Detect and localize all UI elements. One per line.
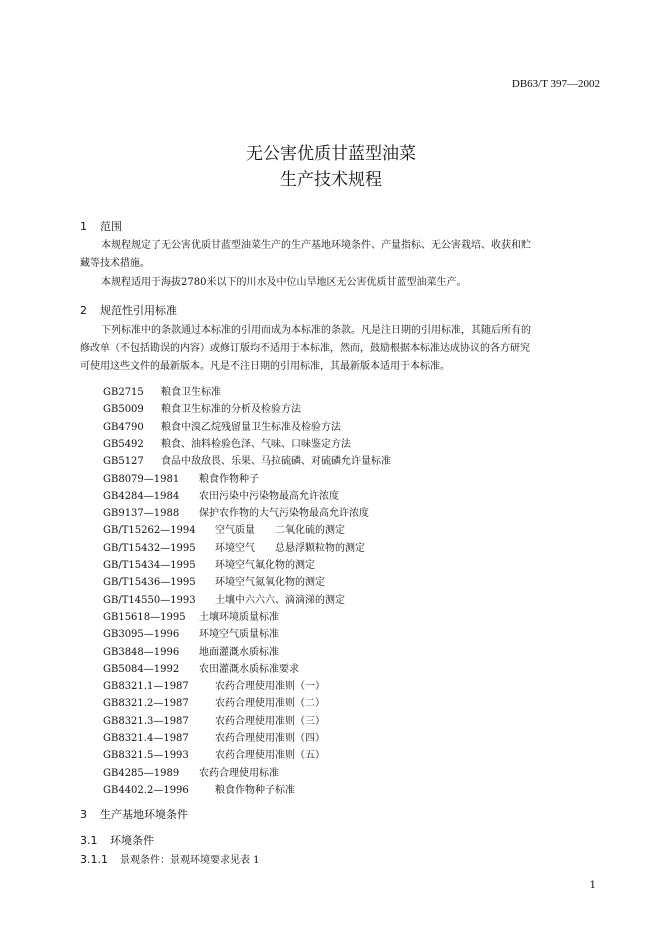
subsection-number: 3.1 (80, 834, 98, 847)
reference-item (103, 677, 325, 692)
reference-item (103, 470, 259, 485)
reference-item (103, 435, 351, 450)
reference-code: GB4402.2—1996 (103, 784, 189, 796)
subsection-number: 3.1.1 (80, 853, 108, 866)
reference-item (103, 400, 301, 415)
reference-title: 保护农作物的大气污染物最高允许浓度 (199, 508, 369, 520)
reference-title: 地面灌溉水质标准 (199, 646, 279, 658)
reference-title: 粮食作物种子 (199, 473, 259, 485)
reference-item (103, 556, 315, 571)
reference-title: 农药合理使用准则（三） (215, 715, 325, 727)
reference-item (103, 504, 369, 519)
reference-title: 粮食作物种子标准 (215, 784, 295, 796)
section-2-para-line-3: 可使用这些文件的最新版本。凡是不注日期的引用标准，其最新版本适用于本标准。 (80, 361, 450, 372)
reference-title: 农药合理使用标准 (199, 767, 279, 779)
reference-item (103, 712, 325, 727)
section-2-para-line-2: 修改单（不包括勘误的内容）或修订版均不适用于本标准，然而，鼓励根据本标准达成协议的各方研究 (80, 343, 530, 354)
section-title: 规范性引用标准 (100, 304, 177, 317)
reference-item (103, 539, 365, 554)
reference-code: GB9137—1988 (103, 508, 180, 520)
reference-item (103, 418, 341, 433)
title-line-1: 无公害优质甘蓝型油菜 (246, 144, 416, 164)
reference-code: GB8321.2—1987 (103, 698, 189, 710)
reference-code: GB5492 (103, 438, 144, 450)
reference-item (103, 764, 279, 779)
reference-item (103, 591, 345, 606)
reference-code: GB/T15436—1995 (103, 577, 196, 589)
reference-title: 农药合理使用准则（二） (215, 698, 325, 710)
section-1-para-2: 本规程适用于海拔2780米以下的川水及中位山旱地区无公害优质甘蓝型油菜生产。 (101, 277, 467, 288)
section-number: 2 (80, 304, 87, 317)
section-number: 3 (80, 808, 87, 821)
reference-code: GB8321.4—1987 (103, 733, 189, 744)
section-1-para-1-line-2: 藏等技术措施。 (80, 258, 150, 269)
reference-code: GB4790 (103, 421, 144, 433)
reference-code: GB/T15432—1995 (103, 542, 196, 554)
reference-code: GB8079—1981 (103, 473, 180, 485)
reference-code: GB/T14550—1993 (103, 594, 196, 606)
reference-code: GB5084—1992 (103, 663, 180, 675)
reference-title: 农药合理使用准则（五） (215, 750, 325, 762)
reference-title: 空气质量 二氧化硫的测定 (215, 525, 345, 537)
reference-title: 粮食中溴乙烷残留量卫生标准及检验方法 (161, 421, 341, 433)
reference-title: 环境空气氮氧化物的测定 (215, 577, 325, 589)
section-2-para-line-1: 下列标准中的条款通过本标准的引用而成为本标准的条款。凡是注日期的引用标准，其随后所有的 (101, 325, 531, 336)
section-1-heading (80, 218, 122, 234)
reference-code: GB5127 (103, 456, 144, 468)
reference-item (103, 781, 295, 796)
section-2-heading (80, 302, 177, 318)
reference-item (103, 660, 299, 675)
reference-code: GB4285—1989 (103, 767, 180, 779)
reference-code: GB5009 (103, 404, 144, 416)
reference-title: 土壤环境质量标准 (199, 611, 279, 623)
reference-title: 粮食卫生标准的分析及检验方法 (161, 404, 301, 416)
reference-item (103, 608, 279, 623)
reference-title: 食品中敌敌畏、乐果、马拉硫磷、对硫磷允许量标准 (161, 456, 391, 468)
section-3-heading (80, 806, 188, 822)
reference-code: GB8321.5—1993 (103, 750, 189, 762)
page-number: 1 (589, 880, 596, 891)
reference-item (103, 729, 325, 744)
reference-title: 农田污染中污染物最高允许浓度 (199, 490, 339, 502)
section-number: 1 (80, 220, 87, 233)
subsection-title: 环境条件 (110, 834, 154, 847)
reference-item (103, 573, 325, 588)
reference-title: 粮食、油料检验色泽、气味、口味鉴定方法 (161, 438, 351, 450)
reference-title: 农药合理使用准则（一） (215, 681, 325, 693)
reference-title: 环境空气质量标准 (199, 629, 279, 641)
document-number: DB63/T 397—2002 (511, 78, 600, 90)
subsection-text: 景观条件：景观环境要求见表 1 (120, 855, 260, 866)
reference-title: 土壤中六六六、滴滴涕的测定 (215, 594, 345, 606)
reference-title: 农田灌溉水质标准要求 (199, 663, 299, 675)
reference-item (103, 625, 279, 640)
title-line-2: 生产技术规程 (280, 170, 382, 190)
reference-item (103, 694, 325, 709)
reference-item (103, 452, 391, 467)
section-title: 生产基地环境条件 (100, 808, 188, 821)
reference-code: GB/T15434—1995 (103, 560, 196, 571)
reference-code: GB8321.3—1987 (103, 715, 189, 727)
reference-item (103, 487, 339, 502)
reference-code: GB15618—1995 (103, 611, 186, 623)
reference-code: GB8321.1—1987 (103, 681, 189, 693)
reference-code: GB/T15262—1994 (103, 525, 196, 537)
reference-title: 农药合理使用准则（四） (215, 733, 325, 744)
subsection-3-1-1 (80, 851, 260, 866)
reference-code: GB3095—1996 (103, 629, 180, 641)
reference-item (103, 746, 325, 761)
section-title: 范围 (100, 220, 122, 233)
reference-title: 环境空气氟化物的测定 (215, 560, 315, 571)
subsection-3-1-heading (80, 832, 154, 848)
reference-item (103, 383, 221, 398)
section-1-para-1-line-1: 本规程规定了无公害优质甘蓝型油菜生产的生产基地环境条件、产量指标、无公害栽培、收获和贮 (101, 240, 531, 251)
reference-item (103, 521, 345, 536)
reference-item (103, 643, 279, 658)
reference-code: GB3848—1996 (103, 646, 180, 658)
reference-title: 粮食卫生标准 (161, 387, 221, 398)
reference-title: 环境空气 总悬浮颗粒物的测定 (215, 542, 365, 554)
reference-code: GB2715 (103, 387, 144, 398)
reference-code: GB4284—1984 (103, 490, 180, 502)
